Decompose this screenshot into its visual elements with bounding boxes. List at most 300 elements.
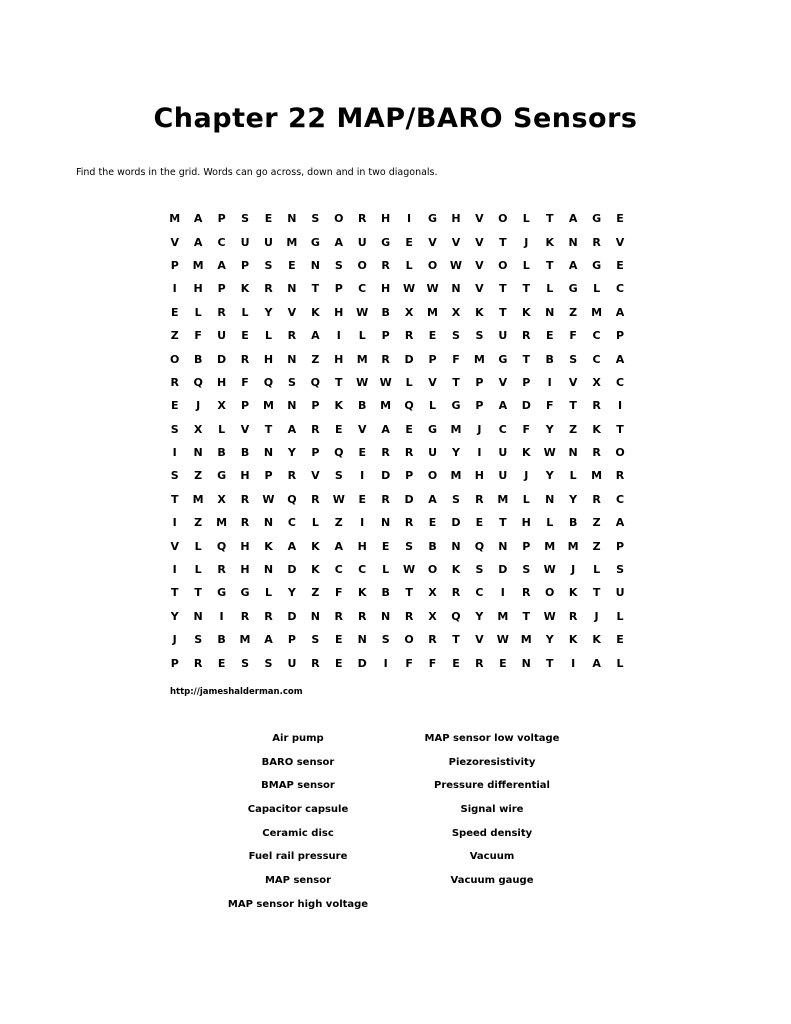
grid-letter: S xyxy=(311,633,320,647)
grid-letter: J xyxy=(594,609,599,623)
grid-letter: Q xyxy=(216,539,227,553)
grid-letter: M xyxy=(450,422,462,436)
grid-letter: H xyxy=(193,282,203,296)
grid-letter: Q xyxy=(287,492,297,506)
grid-letter: L xyxy=(616,609,624,623)
grid-letter: H xyxy=(334,352,344,366)
grid-letter: V xyxy=(170,539,179,553)
grid-letter: Q xyxy=(474,539,485,553)
grid-letter: P xyxy=(616,539,625,553)
word-list-item: Vacuum xyxy=(469,851,515,863)
grid-letter: F xyxy=(405,656,413,670)
grid-letter: I xyxy=(477,446,482,460)
grid-letter: S xyxy=(405,539,414,553)
grid-letter: B xyxy=(358,399,367,413)
grid-letter: B xyxy=(545,352,554,366)
grid-letter: E xyxy=(452,656,460,670)
grid-letter: W xyxy=(403,282,416,296)
grid-letter: W xyxy=(449,258,463,272)
grid-letter: N xyxy=(568,235,578,249)
grid-letter: R xyxy=(522,586,531,600)
grid-letter: H xyxy=(451,212,461,226)
grid-letter: V xyxy=(451,235,461,249)
grid-letter: P xyxy=(241,258,250,272)
grid-letter: W xyxy=(379,375,392,389)
grid-letter: R xyxy=(264,609,273,623)
grid-letter: F xyxy=(522,422,531,436)
grid-letter: Y xyxy=(287,446,296,460)
grid-letter: S xyxy=(170,422,179,436)
grid-letter: N xyxy=(287,399,297,413)
grid-letter: R xyxy=(475,656,484,670)
grid-letter: F xyxy=(569,329,577,343)
grid-letter: K xyxy=(522,446,531,460)
grid-letter: P xyxy=(241,399,250,413)
grid-letter: X xyxy=(428,609,437,623)
grid-letter: E xyxy=(264,212,273,226)
grid-letter: S xyxy=(334,469,343,483)
grid-letter: M xyxy=(544,539,556,553)
grid-letter: I xyxy=(571,656,576,670)
grid-letter: E xyxy=(217,656,226,670)
grid-letter: G xyxy=(217,586,227,600)
grid-letter: P xyxy=(522,539,531,553)
grid-letter: R xyxy=(287,469,297,483)
grid-letter: Z xyxy=(569,305,578,319)
grid-letter: W xyxy=(543,563,556,577)
grid-letter: F xyxy=(194,329,202,343)
grid-letter: L xyxy=(546,516,554,530)
grid-letter: R xyxy=(451,586,461,600)
grid-letter: N xyxy=(521,656,531,670)
grid-letter: J xyxy=(196,399,201,413)
grid-letter: S xyxy=(475,563,484,577)
source-url: http://jameshalderman.com xyxy=(170,687,303,697)
grid-letter: M xyxy=(192,492,204,506)
grid-letter: X xyxy=(428,586,437,600)
grid-letter: L xyxy=(546,282,554,296)
grid-letter: M xyxy=(262,399,274,413)
grid-letter: K xyxy=(592,422,601,436)
grid-letter: T xyxy=(592,586,601,600)
grid-letter: L xyxy=(264,329,272,343)
grid-letter: H xyxy=(357,539,367,553)
grid-letter: I xyxy=(383,656,388,670)
grid-letter: V xyxy=(475,633,484,647)
grid-letter: U xyxy=(264,235,273,249)
grid-letter: P xyxy=(522,375,531,389)
grid-letter: V xyxy=(475,235,484,249)
grid-letter: T xyxy=(452,375,460,389)
grid-letter: L xyxy=(405,258,413,272)
grid-letter: O xyxy=(498,212,508,226)
word-list-item: Speed density xyxy=(451,827,533,839)
grid-letter: R xyxy=(381,446,390,460)
grid-letter: N xyxy=(568,446,578,460)
grid-letter: N xyxy=(381,609,391,623)
grid-letter: Y xyxy=(451,446,460,460)
grid-letter: Y xyxy=(569,492,578,506)
grid-letter: K xyxy=(357,586,367,600)
grid-letter: Z xyxy=(194,469,203,483)
grid-letter: X xyxy=(404,305,414,319)
grid-letter: P xyxy=(475,399,484,413)
word-list-item: MAP sensor low voltage xyxy=(424,733,560,744)
grid-letter: M xyxy=(192,258,204,272)
grid-letter: Q xyxy=(404,399,414,413)
grid-letter: K xyxy=(451,563,461,577)
grid-letter: K xyxy=(545,235,554,249)
grid-letter: E xyxy=(428,329,437,343)
grid-letter: R xyxy=(217,563,226,577)
grid-letter: P xyxy=(311,399,320,413)
grid-letter: Z xyxy=(569,422,578,436)
grid-letter: J xyxy=(524,235,529,249)
grid-letter: F xyxy=(452,352,460,366)
grid-letter: H xyxy=(381,282,391,296)
grid-letter: A xyxy=(568,258,578,272)
grid-letter: H xyxy=(216,375,227,389)
grid-letter: K xyxy=(568,586,578,600)
grid-letter: S xyxy=(334,258,343,272)
grid-letter: R xyxy=(568,609,578,623)
grid-letter: M xyxy=(239,633,251,647)
grid-letter: R xyxy=(592,446,601,460)
grid-letter: C xyxy=(287,516,296,530)
grid-letter: E xyxy=(545,329,554,343)
grid-letter: P xyxy=(170,258,179,272)
grid-letter: C xyxy=(334,563,343,577)
grid-letter: P xyxy=(616,329,625,343)
grid-letter: E xyxy=(335,633,343,647)
grid-letter: E xyxy=(616,258,624,272)
grid-letter: M xyxy=(427,305,438,319)
grid-letter: V xyxy=(615,235,625,249)
grid-letter: P xyxy=(264,469,273,483)
grid-letter: W xyxy=(356,305,369,319)
grid-letter: N xyxy=(545,492,555,506)
grid-letter: D xyxy=(521,399,531,413)
grid-letter: A xyxy=(287,422,297,436)
grid-letter: R xyxy=(311,422,320,436)
grid-letter: I xyxy=(172,563,177,577)
grid-letter: C xyxy=(615,282,625,296)
grid-letter: E xyxy=(170,399,179,413)
grid-letter: G xyxy=(217,469,227,483)
grid-letter: T xyxy=(522,282,531,296)
grid-letter: R xyxy=(287,329,297,343)
grid-letter: E xyxy=(405,235,413,249)
grid-letter: U xyxy=(217,329,227,343)
grid-letter: O xyxy=(498,258,508,272)
grid-letter: I xyxy=(500,586,505,600)
grid-letter: A xyxy=(287,539,297,553)
grid-letter: S xyxy=(475,329,484,343)
grid-letter: L xyxy=(522,212,530,226)
grid-letter: V xyxy=(311,469,320,483)
grid-letter: O xyxy=(545,586,555,600)
grid-letter: T xyxy=(522,352,531,366)
grid-letter: O xyxy=(615,446,625,460)
grid-letter: Y xyxy=(170,609,179,623)
grid-letter: H xyxy=(381,212,391,226)
grid-letter: T xyxy=(569,399,577,413)
grid-letter: V xyxy=(357,422,367,436)
grid-letter: E xyxy=(288,258,296,272)
grid-letter: R xyxy=(592,235,601,249)
grid-letter: P xyxy=(428,352,437,366)
grid-letter: O xyxy=(170,352,180,366)
grid-letter: R xyxy=(615,469,625,483)
grid-letter: T xyxy=(545,258,554,272)
grid-letter: V xyxy=(475,282,484,296)
grid-letter: I xyxy=(336,329,341,343)
grid-letter: L xyxy=(616,656,624,670)
grid-letter: L xyxy=(522,258,530,272)
grid-letter: V xyxy=(170,235,179,249)
grid-letter: C xyxy=(475,586,484,600)
grid-letter: Q xyxy=(263,375,274,389)
grid-letter: C xyxy=(615,375,625,389)
grid-letter: A xyxy=(615,516,625,530)
grid-letter: A xyxy=(311,329,320,343)
grid-letter: A xyxy=(381,422,390,436)
grid-letter: G xyxy=(568,282,578,296)
grid-letter: Y xyxy=(264,305,273,319)
grid-letter: H xyxy=(240,563,250,577)
grid-letter: C xyxy=(358,282,367,296)
grid-letter: C xyxy=(358,563,367,577)
grid-letter: U xyxy=(498,469,508,483)
grid-letter: Q xyxy=(334,446,344,460)
grid-letter: S xyxy=(616,563,624,577)
grid-letter: T xyxy=(452,633,460,647)
grid-letter: P xyxy=(381,329,390,343)
grid-letter: S xyxy=(381,633,390,647)
grid-letter: E xyxy=(335,422,343,436)
grid-letter: Q xyxy=(310,375,321,389)
grid-letter: T xyxy=(499,235,507,249)
grid-letter: R xyxy=(592,399,601,413)
word-list-item: Pressure differential xyxy=(434,780,550,792)
grid-letter: D xyxy=(287,609,297,623)
grid-letter: J xyxy=(172,633,177,647)
grid-letter: S xyxy=(287,375,296,389)
grid-letter: N xyxy=(498,539,508,553)
grid-letter: N xyxy=(263,516,274,530)
grid-letter: V xyxy=(428,375,437,389)
grid-letter: D xyxy=(404,492,414,506)
grid-letter: M xyxy=(567,539,579,553)
grid-letter: R xyxy=(522,329,531,343)
grid-letter: O xyxy=(357,258,367,272)
grid-letter: D xyxy=(498,563,508,577)
grid-letter: T xyxy=(499,516,507,530)
word-search-grid xyxy=(163,207,632,675)
grid-letter: L xyxy=(382,563,390,577)
grid-letter: F xyxy=(545,399,554,413)
grid-letter: G xyxy=(381,235,391,249)
grid-letter: R xyxy=(404,329,414,343)
grid-letter: N xyxy=(287,282,297,296)
grid-letter: U xyxy=(428,446,437,460)
grid-letter: R xyxy=(404,446,414,460)
grid-letter: W xyxy=(543,609,556,623)
grid-letter: T xyxy=(405,586,413,600)
grid-letter: H xyxy=(263,352,274,366)
grid-letter: V xyxy=(568,375,578,389)
grid-letter: N xyxy=(451,282,461,296)
grid-letter: S xyxy=(311,212,320,226)
grid-letter: N xyxy=(263,446,274,460)
grid-letter: L xyxy=(218,422,226,436)
grid-letter: R xyxy=(428,633,437,647)
grid-letter: M xyxy=(520,633,532,647)
grid-letter: K xyxy=(240,282,250,296)
grid-letter: M xyxy=(380,399,392,413)
grid-letter: S xyxy=(569,352,578,366)
grid-letter: A xyxy=(334,235,344,249)
grid-letter: X xyxy=(592,375,601,389)
grid-letter: Q xyxy=(193,375,203,389)
grid-letter: A xyxy=(615,352,625,366)
grid-letter: L xyxy=(429,399,437,413)
grid-letter: E xyxy=(241,329,249,343)
grid-letter: S xyxy=(264,656,273,670)
grid-letter: L xyxy=(358,329,366,343)
grid-letter: A xyxy=(217,258,226,272)
grid-letter: P xyxy=(475,375,484,389)
grid-letter: Y xyxy=(545,469,554,483)
grid-letter: V xyxy=(428,235,437,249)
grid-letter: L xyxy=(593,563,601,577)
word-list-item: Capacitor capsule xyxy=(247,804,349,816)
grid-letter: Z xyxy=(334,516,343,530)
grid-letter: R xyxy=(264,282,273,296)
grid-letter: R xyxy=(404,516,414,530)
word-list-item: Ceramic disc xyxy=(262,827,334,839)
grid-letter: C xyxy=(498,422,507,436)
word-list-item: BARO sensor xyxy=(261,756,335,768)
grid-letter: K xyxy=(311,539,320,553)
word-list-item: BMAP sensor xyxy=(261,780,335,792)
grid-letter: I xyxy=(407,212,412,226)
grid-letter: V xyxy=(498,375,508,389)
grid-letter: M xyxy=(473,352,485,366)
grid-letter: R xyxy=(381,492,390,506)
grid-letter: N xyxy=(193,446,203,460)
grid-letter: A xyxy=(498,399,508,413)
grid-letter: I xyxy=(172,516,177,530)
grid-letter: A xyxy=(193,235,203,249)
grid-letter: W xyxy=(262,492,275,506)
grid-letter: R xyxy=(311,656,320,670)
grid-letter: U xyxy=(357,235,367,249)
grid-letter: M xyxy=(497,609,509,623)
grid-letter: R xyxy=(334,609,344,623)
grid-letter: G xyxy=(428,212,438,226)
grid-letter: L xyxy=(522,492,530,506)
grid-letter: S xyxy=(194,633,203,647)
grid-letter: M xyxy=(286,235,298,249)
grid-letter: T xyxy=(499,282,507,296)
word-list-item: MAP sensor xyxy=(264,875,332,887)
instructions-text: Find the words in the grid. Words can go across, down and in two diagonals. xyxy=(76,167,438,178)
grid-letter: B xyxy=(193,352,203,366)
grid-letter: W xyxy=(543,446,556,460)
grid-letter: O xyxy=(427,469,438,483)
grid-letter: H xyxy=(334,305,344,319)
page-title: Chapter 22 MAP/BARO Sensors xyxy=(153,103,638,134)
grid-letter: V xyxy=(240,422,250,436)
word-list-right-column xyxy=(372,727,612,893)
grid-letter: G xyxy=(428,422,438,436)
grid-letter: F xyxy=(335,586,343,600)
grid-letter: R xyxy=(381,258,390,272)
grid-letter: Q xyxy=(451,609,461,623)
grid-letter: M xyxy=(591,305,603,319)
grid-letter: N xyxy=(287,352,297,366)
grid-letter: R xyxy=(357,609,367,623)
grid-letter: A xyxy=(568,212,578,226)
grid-letter: P xyxy=(217,282,226,296)
grid-letter: R xyxy=(357,212,367,226)
grid-letter: N xyxy=(545,305,555,319)
grid-letter: M xyxy=(356,352,368,366)
grid-letter: U xyxy=(240,235,250,249)
grid-letter: S xyxy=(241,656,249,670)
grid-letter: F xyxy=(241,375,249,389)
grid-letter: Z xyxy=(592,539,601,553)
grid-letter: D xyxy=(451,516,461,530)
grid-letter: K xyxy=(264,539,273,553)
grid-letter: P xyxy=(405,469,414,483)
grid-letter: B xyxy=(217,633,226,647)
grid-letter: F xyxy=(428,656,437,670)
grid-letter: M xyxy=(497,492,509,506)
grid-letter: N xyxy=(310,609,320,623)
grid-letter: W xyxy=(426,282,439,296)
grid-letter: Z xyxy=(311,586,320,600)
grid-letter: S xyxy=(241,212,249,226)
grid-letter: R xyxy=(404,609,414,623)
grid-letter: B xyxy=(568,516,578,530)
grid-letter: X xyxy=(217,492,226,506)
grid-letter: B xyxy=(381,586,390,600)
grid-letter: V xyxy=(475,258,484,272)
grid-letter: A xyxy=(615,305,625,319)
grid-letter: B xyxy=(217,446,226,460)
grid-letter: R xyxy=(170,375,179,389)
grid-letter: M xyxy=(591,469,603,483)
grid-letter: P xyxy=(170,656,179,670)
grid-letter: B xyxy=(428,539,437,553)
grid-letter: A xyxy=(193,212,203,226)
grid-letter: N xyxy=(287,212,297,226)
grid-letter: W xyxy=(403,563,416,577)
grid-letter: U xyxy=(498,329,508,343)
grid-letter: E xyxy=(428,516,437,530)
grid-letter: C xyxy=(615,492,625,506)
grid-letter: S xyxy=(170,469,179,483)
grid-letter: X xyxy=(217,399,226,413)
grid-letter: D xyxy=(287,563,297,577)
grid-letter: R xyxy=(475,492,484,506)
grid-letter: J xyxy=(477,422,482,436)
grid-letter: E xyxy=(358,446,366,460)
grid-letter: R xyxy=(381,352,390,366)
grid-letter: L xyxy=(311,516,319,530)
